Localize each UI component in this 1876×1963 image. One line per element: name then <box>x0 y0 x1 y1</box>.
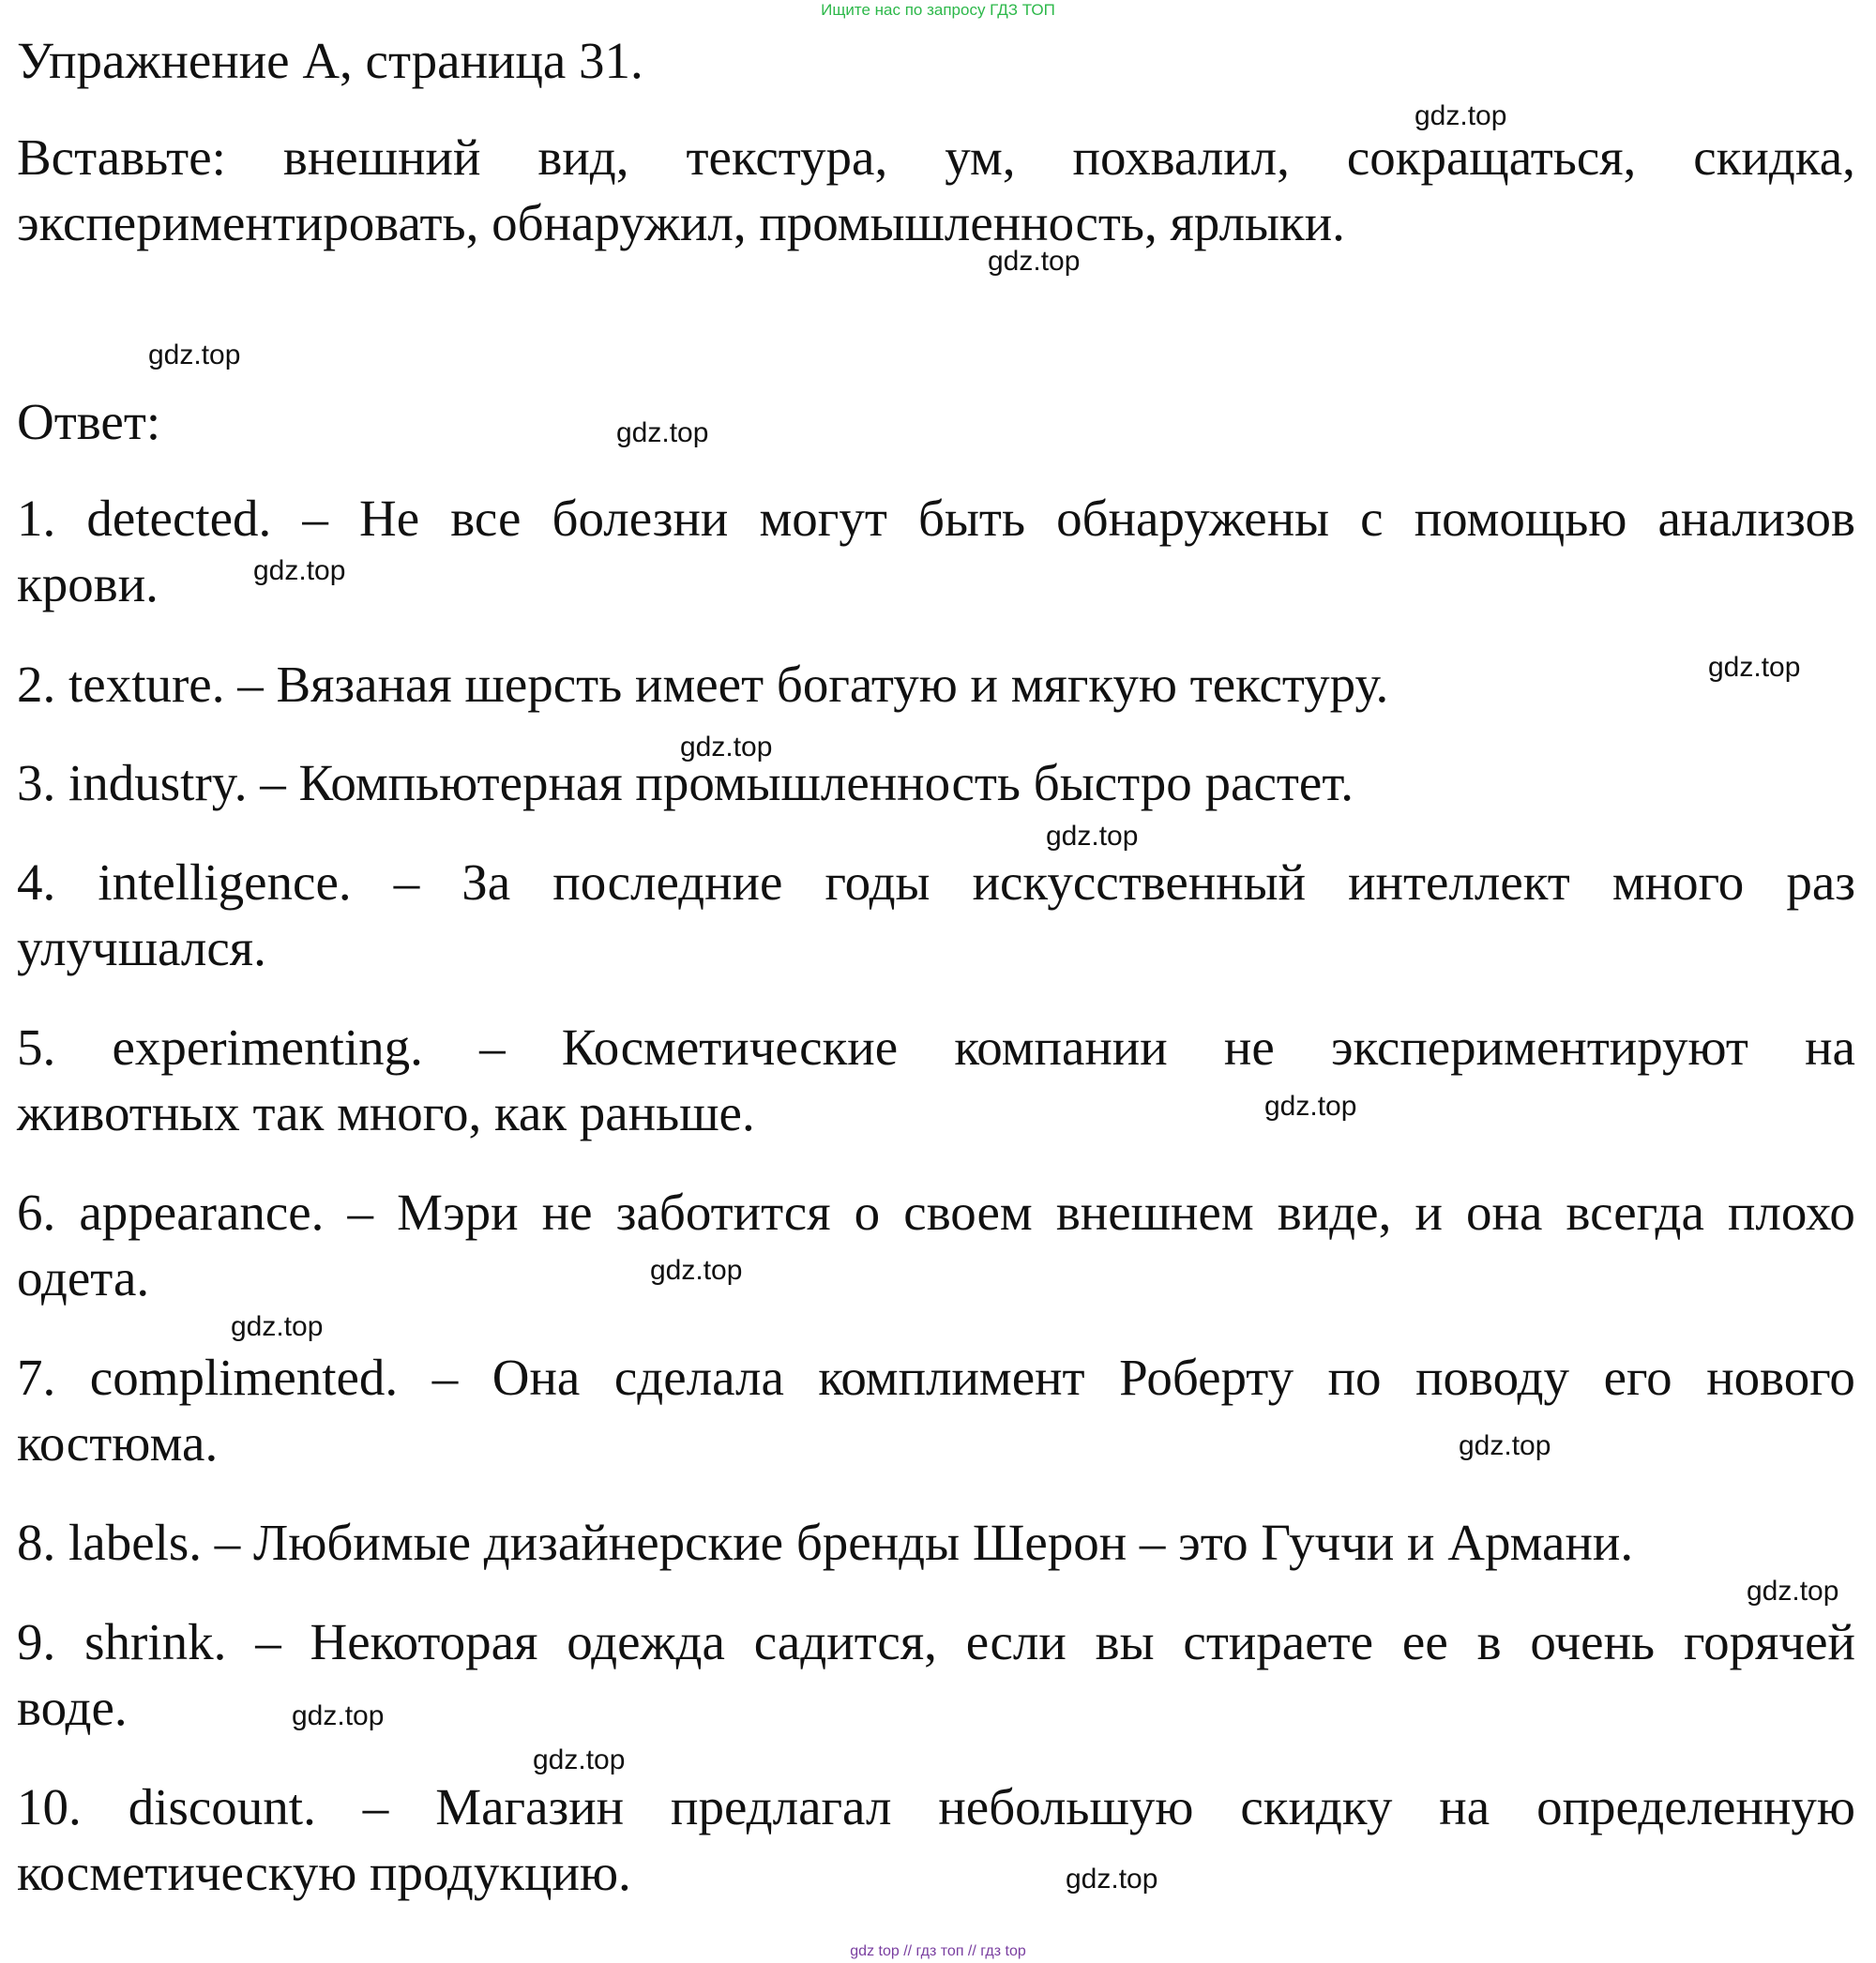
word: experimenting. <box>112 1019 423 1076</box>
word: – <box>255 1613 281 1670</box>
watermark: gdz.top <box>253 555 346 586</box>
word: похвалил, <box>1072 128 1290 186</box>
word: – <box>347 1184 374 1241</box>
word: Вставьте: <box>17 128 226 186</box>
answer-7-line-1 <box>17 1345 1855 1411</box>
word: Некоторая <box>310 1613 538 1670</box>
word: complimented. <box>89 1349 399 1406</box>
word: болезни <box>552 490 729 547</box>
word: – <box>302 490 328 547</box>
watermark: gdz.top <box>1459 1430 1551 1461</box>
instruction-line-2: экспериментировать, обнаружил, промышленность, ярлыки. <box>17 194 1345 251</box>
word: и <box>1415 1184 1443 1241</box>
word: очень <box>1530 1613 1656 1670</box>
word: внешний <box>282 128 481 186</box>
word: садится, <box>753 1613 937 1670</box>
answer-3-line-1: 3. industry. – Компьютерная промышленность быстро растет. <box>17 754 1354 811</box>
word: о <box>854 1184 881 1241</box>
watermark: gdz.top <box>231 1311 324 1342</box>
answer-7-line-2: костюма. <box>17 1414 219 1472</box>
answer-2-line-1: 2. texture. – Вязаная шерсть имеет богатую и мягкую текстуру. <box>17 656 1389 713</box>
watermark: gdz.top <box>1708 652 1801 683</box>
word: Не <box>359 490 420 547</box>
word: интеллект <box>1348 853 1570 911</box>
word: компании <box>954 1019 1168 1076</box>
word: 5. <box>17 1019 56 1076</box>
word: много <box>1611 853 1745 911</box>
word: За <box>461 853 511 911</box>
word: текстура, <box>686 128 888 186</box>
watermark: gdz.top <box>148 340 241 370</box>
word: Косметические <box>561 1019 899 1076</box>
word: предлагал <box>671 1778 892 1835</box>
answer-4-line-1 <box>17 850 1855 915</box>
instruction-line-1 <box>17 125 1855 190</box>
word: искусственный <box>972 853 1307 911</box>
watermark: gdz.top <box>1415 100 1507 131</box>
answer-10-line-2: косметическую продукцию. <box>17 1844 631 1901</box>
word: 10. <box>17 1778 82 1835</box>
word: все <box>450 490 522 547</box>
word: комплимент <box>818 1349 1085 1406</box>
watermark: gdz.top <box>1066 1864 1158 1895</box>
word: ум, <box>945 128 1016 186</box>
answer-4-line-2: улучшался. <box>17 919 266 976</box>
answer-10-line-1 <box>17 1774 1855 1840</box>
word: 7. <box>17 1349 56 1406</box>
word: на <box>1439 1778 1490 1835</box>
word: – <box>393 853 420 911</box>
word: Роберту <box>1119 1349 1294 1406</box>
word: внешнем <box>1055 1184 1254 1241</box>
word: поводу <box>1415 1349 1570 1406</box>
word: плохо <box>1727 1184 1855 1241</box>
word: заботится <box>615 1184 831 1241</box>
answer-6-line-2: одета. <box>17 1249 150 1306</box>
word: одежда <box>567 1613 725 1670</box>
word: его <box>1603 1349 1672 1406</box>
watermark: gdz.top <box>650 1255 743 1286</box>
watermark: gdz.top <box>680 732 773 763</box>
watermark: gdz.top <box>988 246 1081 277</box>
answer-5-line-1 <box>17 1015 1855 1080</box>
watermark: gdz.top <box>1046 821 1139 852</box>
word: 4. <box>17 853 56 911</box>
word: appearance. <box>79 1184 325 1241</box>
word: всегда <box>1566 1184 1704 1241</box>
word: вы <box>1095 1613 1155 1670</box>
word: своем <box>903 1184 1033 1241</box>
word: стираете <box>1183 1613 1374 1670</box>
answer-9-line-1 <box>17 1609 1855 1675</box>
watermark: gdz.top <box>292 1700 385 1731</box>
word: discount. <box>128 1778 316 1835</box>
word: быть <box>917 490 1026 547</box>
word: Она <box>492 1349 581 1406</box>
word: сделала <box>613 1349 784 1406</box>
word: не <box>1223 1019 1275 1076</box>
word: годы <box>825 853 930 911</box>
word: – <box>362 1778 389 1835</box>
bottom-banner: gdz top // гдз топ // гдз top <box>850 1943 1026 1959</box>
word: она <box>1466 1184 1543 1241</box>
watermark: gdz.top <box>1747 1576 1839 1607</box>
word: – <box>479 1019 506 1076</box>
word: shrink. <box>84 1613 227 1670</box>
word: анализов <box>1657 490 1855 547</box>
answer-6-line-1 <box>17 1180 1855 1246</box>
word: если <box>965 1613 1067 1670</box>
word: detected. <box>86 490 272 547</box>
word: скидка, <box>1693 128 1855 186</box>
answer-1-line-2: крови. <box>17 555 159 612</box>
word: Магазин <box>435 1778 625 1835</box>
word: на <box>1805 1019 1855 1076</box>
word: нового <box>1706 1349 1855 1406</box>
word: ее <box>1401 1613 1448 1670</box>
word: горячей <box>1683 1613 1855 1670</box>
word: 1. <box>17 490 56 547</box>
watermark: gdz.top <box>533 1744 626 1775</box>
word: скидку <box>1240 1778 1393 1835</box>
word: 9. <box>17 1613 56 1670</box>
word: Мэри <box>397 1184 519 1241</box>
word: по <box>1327 1349 1382 1406</box>
word: – <box>431 1349 459 1406</box>
word: раз <box>1786 853 1855 911</box>
watermark: gdz.top <box>1264 1091 1357 1122</box>
word: в <box>1476 1613 1502 1670</box>
word: помощью <box>1414 490 1627 547</box>
answer-label: Ответ: <box>17 393 161 450</box>
exercise-title: Упражнение A, страница 31. <box>17 32 643 89</box>
word: могут <box>759 490 887 547</box>
word: вид, <box>537 128 629 186</box>
word: небольшую <box>938 1778 1194 1835</box>
answer-5-line-2: животных так много, как раньше. <box>17 1084 755 1141</box>
word: intelligence. <box>98 853 352 911</box>
top-banner: Ищите нас по запросу ГДЗ ТОП <box>821 1 1055 19</box>
word: последние <box>552 853 783 911</box>
watermark: gdz.top <box>616 417 709 448</box>
word: с <box>1360 490 1384 547</box>
word: виде, <box>1277 1184 1392 1241</box>
word: 6. <box>17 1184 56 1241</box>
word: сокращаться, <box>1346 128 1637 186</box>
word: не <box>541 1184 593 1241</box>
answer-8-line-1: 8. labels. – Любимые дизайнерские бренды Шерон – это Гуччи и Армани. <box>17 1514 1634 1571</box>
answer-9-line-2: воде. <box>17 1679 128 1736</box>
answer-1-line-1 <box>17 486 1855 551</box>
word: экспериментируют <box>1330 1019 1748 1076</box>
word: определенную <box>1536 1778 1855 1835</box>
word: обнаружены <box>1056 490 1330 547</box>
